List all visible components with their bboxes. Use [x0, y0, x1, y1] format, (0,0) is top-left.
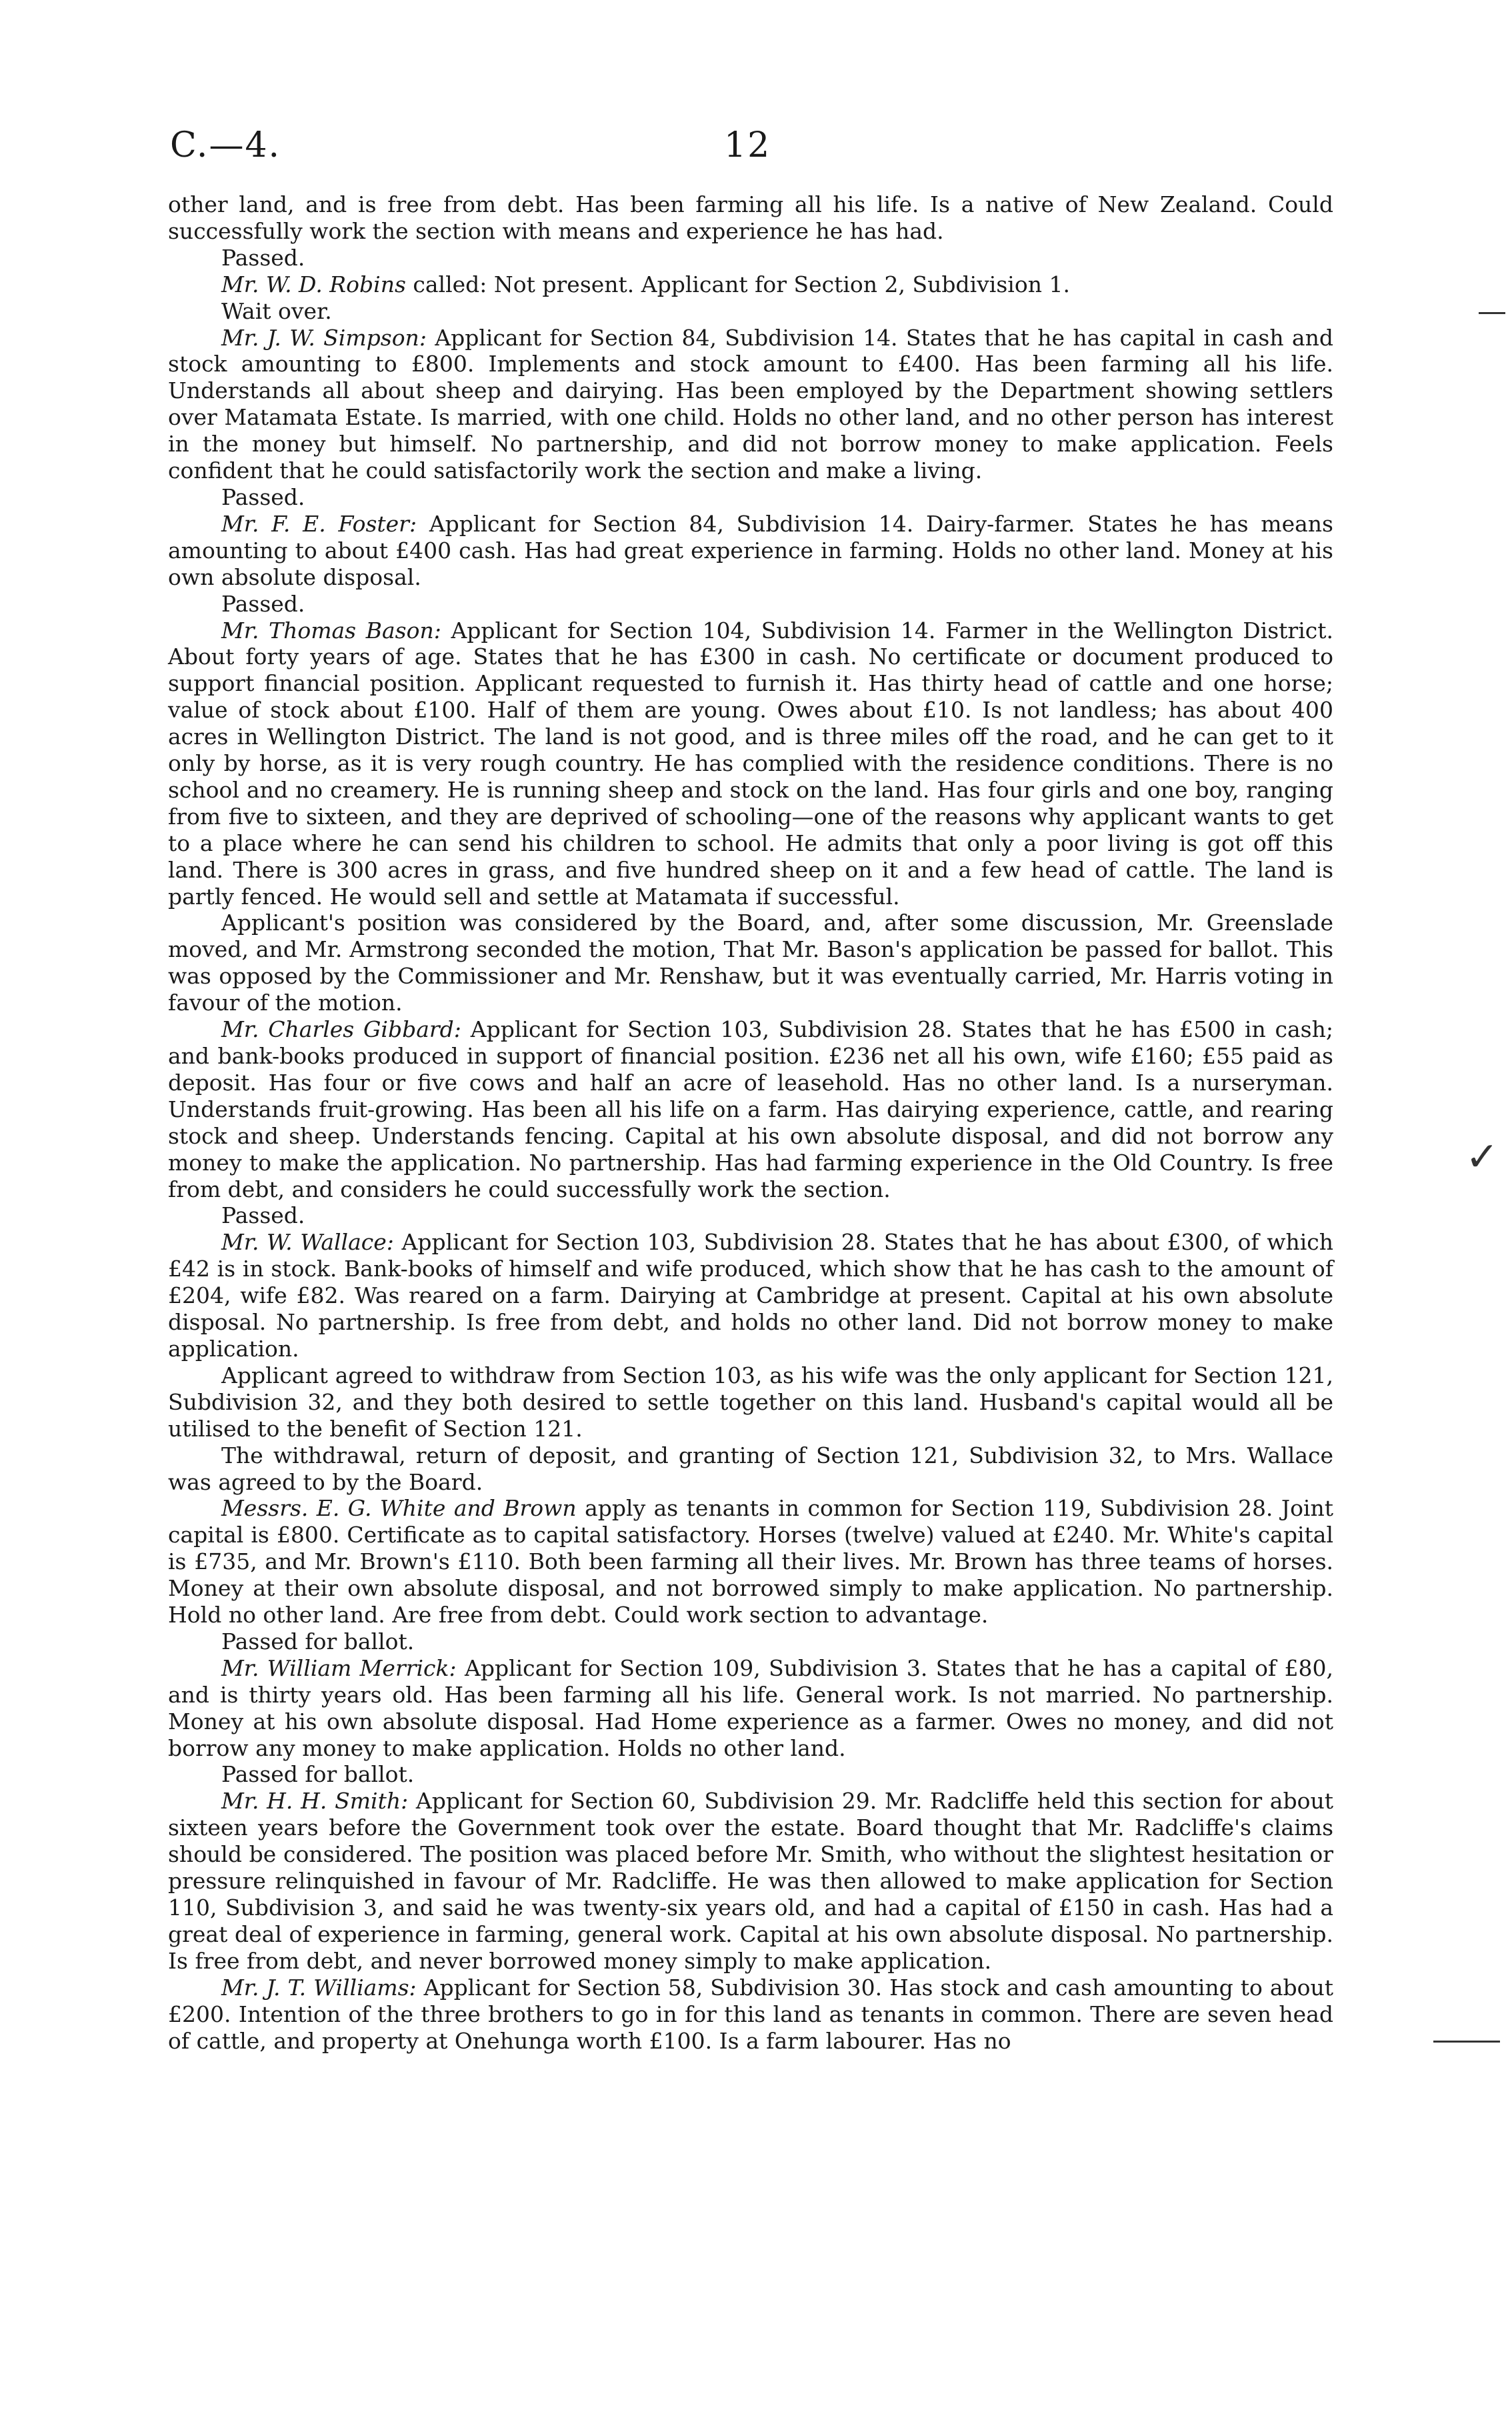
- paragraph-text: Applicant for Section 103, Subdivision 28. States that he has £500 in cash; and bank-books produced in support of financial position. £236 net all his own, wife £160; £55 paid as deposit. Has four or five cows and half an acre of leasehold. Has no other land. Is a nurseryman. Understands fruit-growing. Has been all his life on a farm. Has dairying experience, cattle, and rearing stock and sheep. Understands fencing. Capital at his own absolute disposal, and did not borrow any money to make the application. No partnership. Has had farming experience in the Old Country. Is free from debt, and considers he could successfully work the section.: [168, 1016, 1333, 1202]
- paragraph: [168, 1788, 1333, 1974]
- paragraph-text: Applicant agreed to withdraw from Section 103, as his wife was the only applicant for Section 121, Subdivision 32, and they both desired to settle together on this land. Husband's capital would all be utilised to the benefit of Section 121.: [168, 1362, 1333, 1442]
- paragraph-text: Applicant for Section 103, Subdivision 28. States that he has about £300, of which £42 is in stock. Bank-books of himself and wife produced, which show that he has cash to the amount of £204, wife £82. Was reared on a farm. Dairying at Cambridge at present. Capital at his own absolute disposal. No partnership. Is free from debt, and holds no other land. Did not borrow money to make application.: [168, 1229, 1333, 1362]
- paragraph: [168, 1362, 1333, 1442]
- paragraph: [168, 245, 1333, 271]
- document-code: C.—4.: [170, 125, 281, 165]
- paragraph: [168, 591, 1333, 618]
- paragraph-text: called: Not present. Applicant for Section 2, Subdivision 1.: [405, 271, 1070, 297]
- applicant-name: Mr. W. Wallace:: [221, 1229, 394, 1256]
- applicant-name: Messrs. E. G. White and Brown: [221, 1495, 577, 1522]
- paragraph-text: The withdrawal, return of deposit, and granting of Section 121, Subdivision 32, to Mrs. Wallace was agreed to by the Board.: [168, 1442, 1333, 1495]
- paragraph-text: Applicant for Section 109, Subdivision 3. States that he has a capital of £80, and is thirty years old. Has been farming all his life. General work. Is not married. No partnership. Money at his own absolute disposal. Had Home experience as a farmer. Owes no money, and did not borrow any money to make application. Holds no other land.: [168, 1654, 1334, 1761]
- paragraph-text: Applicant for Section 58, Subdivision 30. Has stock and cash amounting to about £200. Intention of the three brothers to go in for this land as tenants in common. There are seven head of cattle, and property at Onehunga worth £100. Is a farm labourer. Has no: [168, 1974, 1333, 2054]
- paragraph: [168, 191, 1333, 245]
- paragraph: [168, 1229, 1333, 1362]
- paragraph: [168, 1975, 1333, 2055]
- paragraph-text: Wait over.: [221, 297, 332, 324]
- paragraph-text: Passed for ballot.: [221, 1628, 415, 1654]
- applicant-name: Mr. H. H. Smith:: [221, 1788, 409, 1814]
- page-number: 12: [724, 125, 771, 165]
- paragraph: [168, 1016, 1333, 1202]
- paragraph: [168, 325, 1333, 484]
- applicant-name: Mr. W. D. Robins: [221, 271, 406, 297]
- applicant-name: Mr. Charles Gibbard:: [221, 1016, 461, 1043]
- paragraph-text: Applicant for Section 84, Subdivision 14. Dairy-farmer. States he has means amounting to about £400 cash. Has had great experience in farming. Holds no other land. Money at his own absolute disposal.: [168, 510, 1333, 590]
- applicant-name: Mr. Thomas Bason:: [221, 617, 441, 644]
- paragraph-text: Passed.: [221, 1202, 305, 1229]
- paragraph-text: Passed.: [221, 244, 305, 271]
- paragraph: [168, 1202, 1333, 1229]
- paragraph: [168, 1628, 1333, 1655]
- paragraph: [168, 1761, 1333, 1788]
- paragraph: [168, 1495, 1333, 1628]
- paragraph: [168, 1442, 1333, 1496]
- paragraph-text: apply as tenants in common for Section 119, Subdivision 28. Joint capital is £800. Certificate as to capital satisfactory. Horses (twelve) valued at £240. Mr. White's capital is £735, and Mr. Brown's £110. Both been farming all their lives. Mr. Brown has three teams of horses. Money at their own absolute disposal, and not borrowed simply to make application. No partnership. Hold no other land. Are free from debt. Could work section to advantage.: [168, 1495, 1334, 1628]
- paragraph: [168, 298, 1333, 325]
- paragraph-text: Applicant for Section 60, Subdivision 29. Mr. Radcliffe held this section for about sixteen years before the Government took over the estate. Board thought that Mr. Radcliffe's claims should be considered. The position was placed before Mr. Smith, who without the slightest hesitation or pressure relinquished in favour of Mr. Radcliffe. He was then allowed to make application for Section 110, Subdivision 3, and said he was twenty-six years old, and had a capital of £150 in cash. Has had a great deal of experience in farming, general work. Capital at his own absolute disposal. No partnership. Is free from debt, and never borrowed money simply to make application.: [168, 1788, 1333, 1974]
- margin-mark: [1433, 2041, 1500, 2043]
- paragraph-text: Applicant for Section 84, Subdivision 14. States that he has capital in cash and stock amounting to £800. Implements and stock amount to £400. Has been farming all his life. Understands all about sheep and dairying. Has been employed by the Department showing settlers over Matamata Estate. Is married, with one child. Holds no other land, and no other person has interest in the money but himself. No partnership, and did not borrow money to make application. Feels confident that he could satisfactorily work the section and make a living.: [168, 324, 1333, 484]
- margin-mark: [1479, 312, 1505, 314]
- paragraph: [168, 910, 1333, 1016]
- paragraph-text: Passed for ballot.: [221, 1761, 415, 1788]
- paragraph: [168, 484, 1333, 511]
- paragraph-text: Applicant for Section 104, Subdivision 14. Farmer in the Wellington District. About forty years of age. States that he has £300 in cash. No certificate or document produced to support financial position. Applicant requested to furnish it. Has thirty head of cattle and one horse; value of stock about £100. Half of them are young. Owes about £10. Is not landless; has about 400 acres in Wellington District. The land is not good, and is three miles off the road, and he can get to it only by horse, as it is very rough country. He has complied with the residence conditions. There is no school and no creamery. He is running sheep and stock on the land. Has four girls and one boy, ranging from five to sixteen, and they are deprived of schooling—one of the reasons why applicant wants to get to a place where he can send his children to school. He admits that only a poor living is got off this land. There is 300 acres in grass, and five hundred sheep on it and a few head of cattle. The land is partly fenced. He would sell and settle at Matamata if successful.: [168, 617, 1333, 910]
- applicant-name: Mr. J. W. Simpson:: [221, 324, 427, 351]
- applicant-name: Mr. William Merrick:: [221, 1654, 457, 1681]
- paragraph-text: other land, and is free from debt. Has been farming all his life. Is a native of New Zealand. Could successfully work the section with means and experience he has had.: [168, 191, 1333, 244]
- applicant-name: Mr. J. T. Williams:: [221, 1974, 417, 2001]
- paragraph-text: Applicant's position was considered by the Board, and, after some discussion, Mr. Greenslade moved, and Mr. Armstrong seconded the motion, That Mr. Bason's application be passed for ballot. This was opposed by the Commissioner and Mr. Renshaw, but it was eventually carried, Mr. Harris voting in favour of the motion.: [168, 910, 1333, 1016]
- applicant-name: Mr. F. E. Foster:: [221, 510, 417, 537]
- body-text: [168, 191, 1333, 2054]
- paragraph: [168, 618, 1333, 910]
- paragraph-text: Passed.: [221, 483, 305, 510]
- paragraph: [168, 271, 1333, 298]
- margin-tick-mark: ✓: [1465, 1134, 1499, 1180]
- paragraph: [168, 511, 1333, 591]
- paragraph: [168, 1655, 1333, 1762]
- paragraph-text: Passed.: [221, 590, 305, 617]
